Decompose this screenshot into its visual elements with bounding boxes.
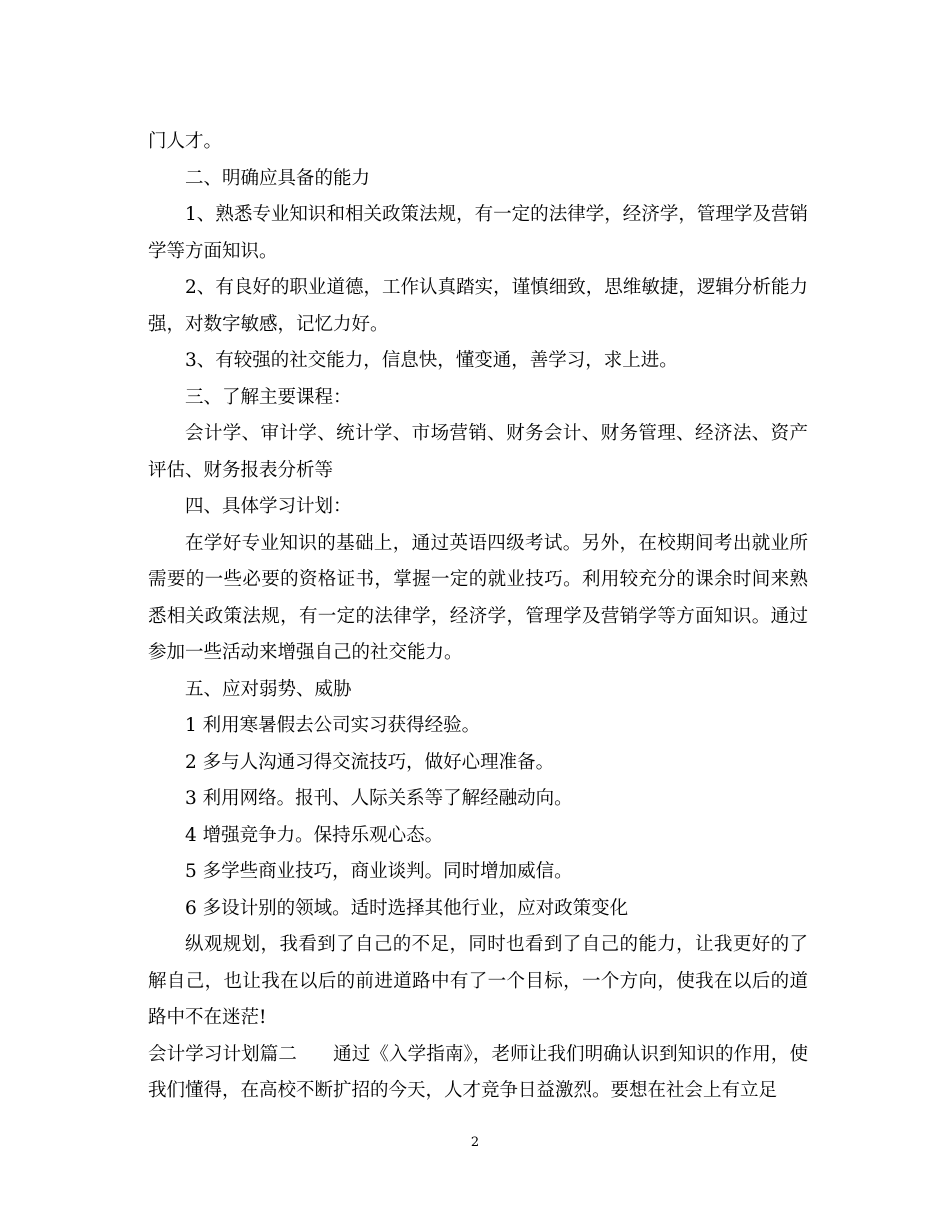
paragraph: 会计学、审计学、统计学、市场营销、财务会计、财务管理、经济法、资产评估、财务报表分析等 <box>148 423 808 481</box>
section-heading-study-plan: 四、具体学习计划： <box>185 496 352 517</box>
list-item: 3 利用网络。报刊、人际关系等了解经融动向。 <box>185 788 573 809</box>
section-heading-weaknesses: 五、应对弱势、威胁 <box>185 678 352 700</box>
section-two-text: 通过《入学指南》，老师让我们明确认识到知识的作用，使我们懂得，在高校不断扩招的今天，人才竞争日益激烈。要想在社会上有立足 <box>148 1043 808 1101</box>
list-item: 1 利用寒暑假去公司实习获得经验。 <box>185 715 481 736</box>
paragraph-conclusion: 纵观规划，我看到了自己的不足，同时也看到了自己的能力，让我更好的了解自己，也让我在以后的前进道路中有了一个目标，一个方向，使我在以后的道路中不在迷茫! <box>148 934 808 1028</box>
section-two-paragraph <box>148 1037 808 1110</box>
list-item: 4 增强竞争力。保持乐观心态。 <box>185 824 444 846</box>
list-item: 6 多设计别的领域。适时选择其他行业，应对政策变化 <box>185 897 629 919</box>
section-two-heading: 会计学习计划篇二 <box>148 1043 297 1065</box>
section-heading-abilities: 二、明确应具备的能力 <box>185 167 371 189</box>
paragraph: 门人才。 <box>148 131 223 152</box>
paragraph: 在学好专业知识的基础上，通过英语四级考试。另外，在校期间考出就业所需要的一些必要的资格证书，掌握一定的就业技巧。利用较充分的课余时间来熟悉相关政策法规，有一定的法律学，经济学，管理学及营销学等方面知识。通过参加一些活动来增强自己的社交能力。 <box>148 532 808 663</box>
document-body <box>148 124 808 1110</box>
list-item: 5 多学些商业技巧，商业谈判。同时增加威信。 <box>185 861 573 882</box>
page-number: 2 <box>470 1135 480 1150</box>
list-item: 1、熟悉专业知识和相关政策法规，有一定的法律学，经济学，管理学及营销学等方面知识。 <box>148 204 808 262</box>
list-item: 3、有较强的社交能力，信息快，懂变通，善学习，求上进。 <box>185 350 678 371</box>
list-item: 2、有良好的职业道德，工作认真踏实，谨慎细致，思维敏捷，逻辑分析能力强，对数字敏感，记忆力好。 <box>148 277 808 335</box>
section-heading-courses: 三、了解主要课程： <box>185 386 352 408</box>
list-item: 2 多与人沟通习得交流技巧，做好心理准备。 <box>185 751 555 773</box>
